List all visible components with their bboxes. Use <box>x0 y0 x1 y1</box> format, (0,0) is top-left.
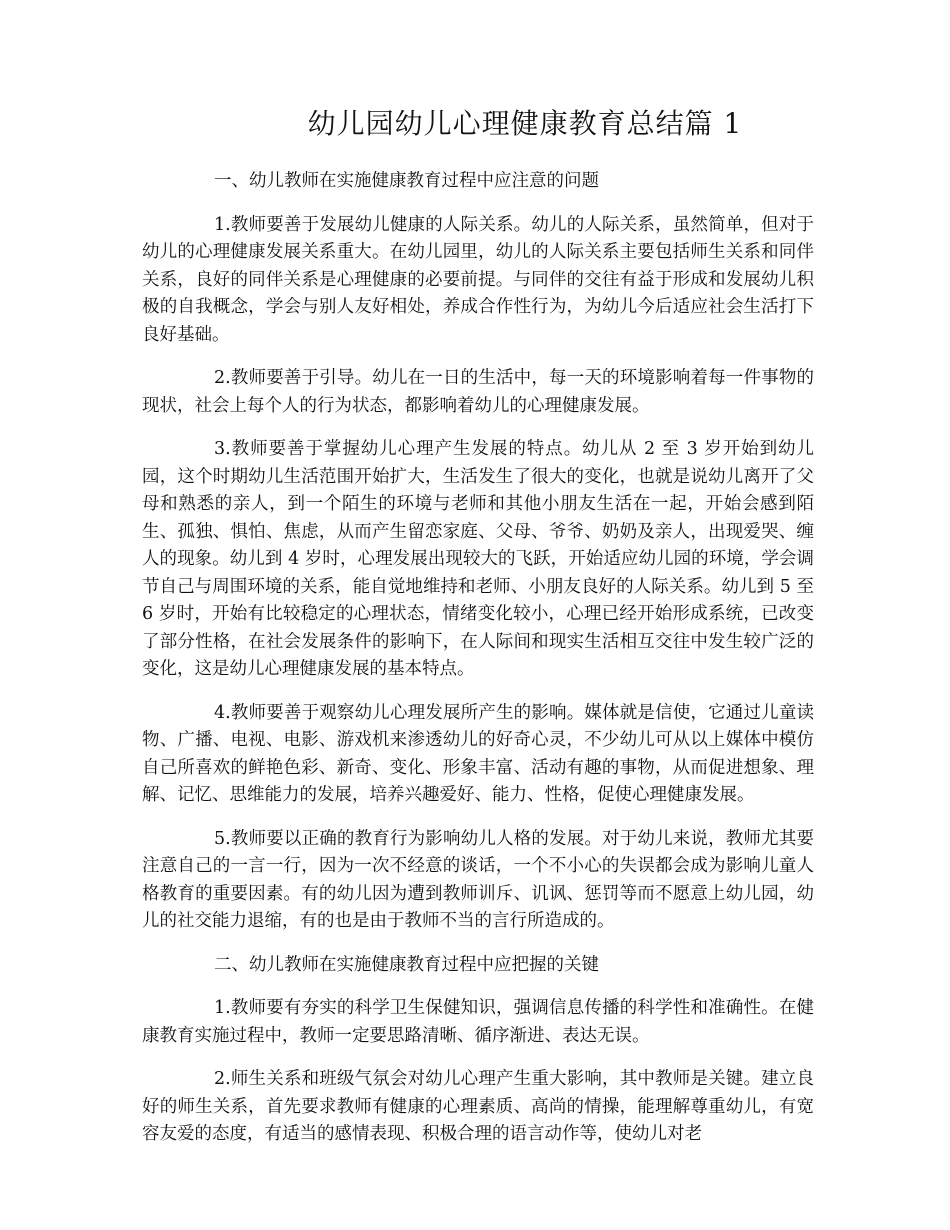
paragraph: 2.师生关系和班级气氛会对幼儿心理产生重大影响，其中教师是关键。建立良好的师生关系，首先要求教师有健康的心理素质、高尚的情操，能理解尊重幼儿，有宽容友爱的态度，有适当的感情表现、积极合理的语言动作等，使幼儿对老 <box>142 1069 814 1144</box>
document-title: 幼儿园幼儿心理健康教育总结篇 1 <box>307 107 743 140</box>
section-heading-2: 二、幼儿教师在实施健康教育过程中应把握的关键 <box>214 954 599 975</box>
paragraph: 5.教师要以正确的教育行为影响幼儿人格的发展。对于幼儿来说，教师尤其要注意自己的一言一行，因为一次不经意的谈话，一个不小心的失误都会成为影响儿童人格教育的重要因素。有的幼儿因为遭到教师训斥、讥讽、惩罚等而不愿意上幼儿园，幼儿的社交能力退缩，有的也是由于教师不当的言行所造成的。 <box>142 828 814 931</box>
paragraph: 2.教师要善于引导。幼儿在一日的生活中，每一天的环境影响着每一件事物的现状，社会上每个人的行为状态，都影响着幼儿的心理健康发展。 <box>142 368 814 416</box>
document-body <box>142 168 814 1165</box>
paragraph: 3.教师要善于掌握幼儿心理产生发展的特点。幼儿从 2 至 3 岁开始到幼儿园，这个时期幼儿生活范围开始扩大，生活发生了很大的变化，也就是说幼儿离开了父母和熟悉的亲人，到一个陌生的环境与老师和其他小朋友生活在一起，开始会感到陌生、孤独、惧怕、焦虑，从而产生留恋家庭、父母、爷爷、奶奶及亲人，出现爱哭、缠人的现象。幼儿到 4 岁时，心理发展出现较大的飞跃，开始适应幼儿园的环境，学会调节自己与周围环境的关系，能自觉地维持和老师、小朋友良好的人际关系。幼儿到 5 至 6 岁时，开始有比较稳定的心理状态，情绪变化较小，心理已经开始形成系统，已改变了部分性格，在社会发展条件的影响下，在人际间和现实生活相互交往中发生较广泛的变化，这是幼儿心理健康发展的基本特点。 <box>142 439 814 679</box>
paragraph: 1.教师要善于发展幼儿健康的人际关系。幼儿的人际关系，虽然简单，但对于幼儿的心理健康发展关系重大。在幼儿园里，幼儿的人际关系主要包括师生关系和同伴关系，良好的同伴关系是心理健康的必要前提。与同伴的交往有益于形成和发展幼儿积极的自我概念，学会与别人友好相处，养成合作性行为，为幼儿今后适应社会生活打下良好基础。 <box>142 214 814 345</box>
paragraph: 1.教师要有夯实的科学卫生保健知识，强调信息传播的科学性和准确性。在健康教育实施过程中，教师一定要思路清晰、循序渐进、表达无误。 <box>142 998 814 1046</box>
section-heading-1: 一、幼儿教师在实施健康教育过程中应注意的问题 <box>214 171 599 191</box>
paragraph: 4.教师要善于观察幼儿心理发展所产生的影响。媒体就是信使，它通过儿童读物、广播、电视、电影、游戏机来渗透幼儿的好奇心灵，不少幼儿可从以上媒体中模仿自己所喜欢的鲜艳色彩、新奇、变化、形象丰富、活动有趣的事物，从而促进想象、理解、记忆、思维能力的发展，培养兴趣爱好、能力、性格，促使心理健康发展。 <box>142 702 814 805</box>
